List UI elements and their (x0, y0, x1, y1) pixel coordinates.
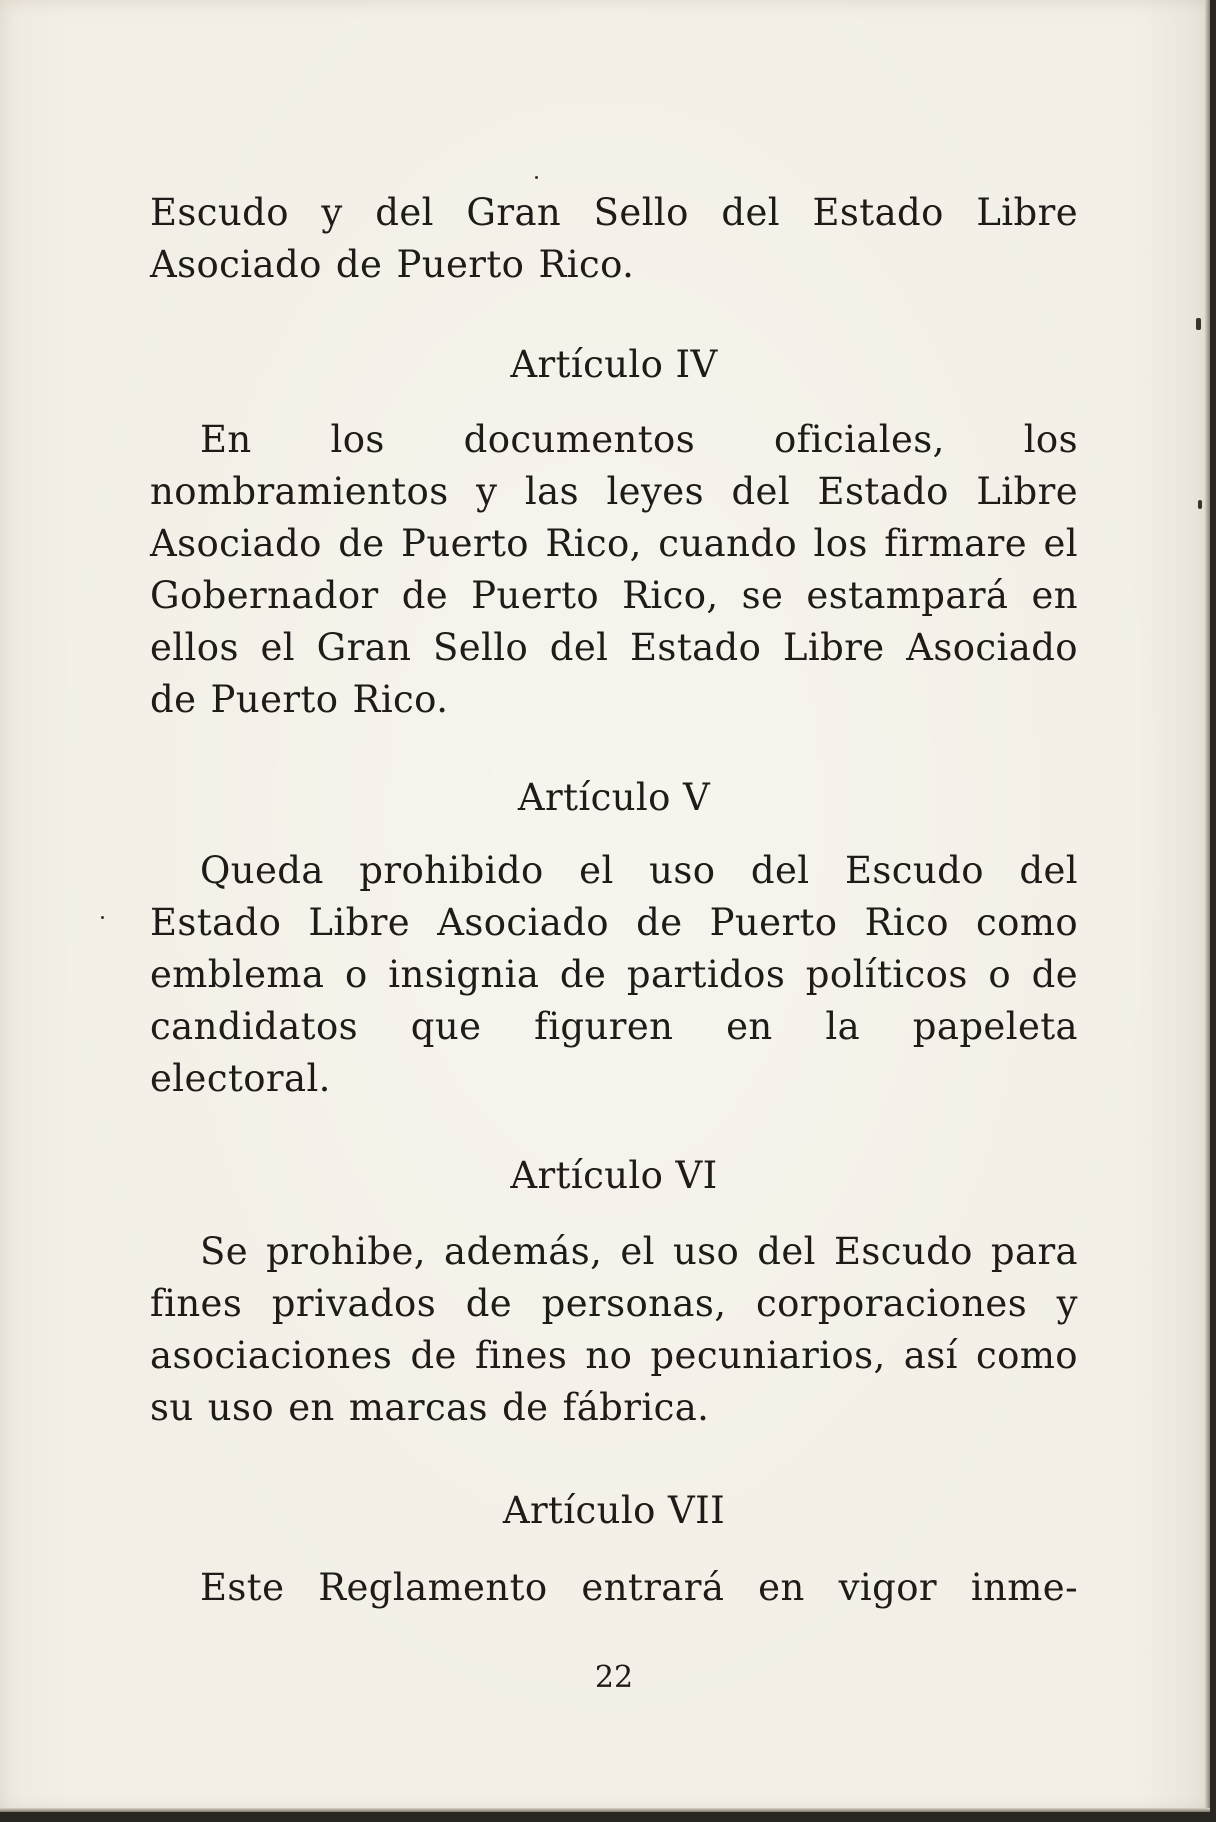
article-vi-text: Se prohibe, además, el uso del Escudo para fines privados de personas, corporaciones y asociaciones de fines no pecuniarios, así como su uso en marcas de fábrica. (150, 1230, 1078, 1429)
opening-paragraph: Escudo y del Gran Sello del Estado Libre Asociado de Puerto Rico. (150, 191, 1078, 286)
article-v-body (150, 845, 1078, 1105)
page-number: 22 (594, 1660, 634, 1695)
opening-paragraph-block (150, 187, 1078, 291)
article-vii-body (150, 1562, 1078, 1614)
article-vii-text: Este Reglamento entrará en vigor inme- (200, 1566, 1078, 1609)
article-iv-heading: Artículo IV (510, 343, 718, 386)
article-vi-body (150, 1226, 1078, 1434)
article-iv-text: En los documentos oficiales, los nombramientos y las leyes del Estado Libre Asociado de Puerto Rico, cuando los firmare el Gobernador de Puerto Rico, se estampará en ellos el Gran Sello del Estado Libre Asociado de Puerto Rico. (150, 418, 1078, 721)
page-edge-bottom (0, 1808, 1210, 1812)
article-v-text: Queda prohibido el uso del Escudo del Estado Libre Asociado de Puerto Rico como emblema o insignia de partidos políticos o de candidatos que figuren en la papeleta electoral. (150, 849, 1078, 1100)
article-vii-heading: Artículo VII (502, 1489, 726, 1532)
article-vi-heading: Artículo VI (510, 1154, 718, 1197)
article-iv-body (150, 414, 1078, 726)
article-v-heading: Artículo V (517, 776, 711, 819)
page-edge-right (1205, 0, 1210, 1812)
